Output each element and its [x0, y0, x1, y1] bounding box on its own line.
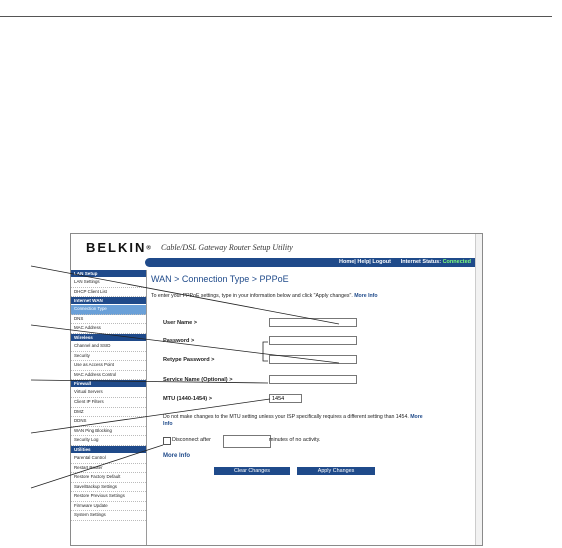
scrollbar[interactable]	[475, 234, 482, 545]
sidebar-item-restart-router[interactable]: Restart Router	[71, 464, 146, 474]
header	[71, 234, 482, 258]
mtu-field[interactable]	[269, 394, 302, 403]
sidebar-item-firmware-update[interactable]: Firmware Update	[71, 502, 146, 512]
password-label: Password >	[163, 338, 195, 344]
sidebar-item-security[interactable]: Security	[71, 352, 146, 362]
main-panel	[151, 274, 471, 544]
clear-changes-button[interactable]: Clear Changes	[214, 467, 290, 475]
sidebar-item-dhcp-client-list[interactable]: DHCP Client List	[71, 288, 146, 298]
intro-text	[151, 293, 441, 300]
intro-more-info-link[interactable]: More Info	[354, 293, 378, 299]
sidebar-item-system-settings[interactable]: System Settings	[71, 511, 146, 521]
username-label: User Name >	[163, 320, 198, 326]
mtu-more-info-link[interactable]: More Info	[163, 414, 423, 427]
apply-changes-button[interactable]: Apply Changes	[297, 467, 375, 475]
sidebar-section-internet-wan: Internet WAN	[71, 297, 146, 305]
sidebar-section-lan-setup: LAN Setup	[71, 270, 146, 278]
retype-password-label: Retype Password >	[163, 357, 215, 363]
sidebar-item-mac-address-control[interactable]: MAC Address Control	[71, 371, 146, 381]
sidebar-item-parental-control[interactable]: Parental Control	[71, 454, 146, 464]
sidebar-item-restore-previous-settings[interactable]: Restore Previous Settings	[71, 492, 146, 502]
status-value: Connected	[442, 259, 471, 265]
disconnect-checkbox[interactable]	[163, 437, 171, 445]
status-label: Internet Status:	[400, 259, 442, 265]
router-window	[70, 233, 483, 546]
sidebar-item-virtual-servers[interactable]: Virtual Servers	[71, 388, 146, 398]
sidebar-item-dmz[interactable]: DMZ	[71, 408, 146, 418]
sidebar-section-firewall: Firewall	[71, 380, 146, 388]
mtu-label: MTU (1440-1454) >	[163, 396, 212, 402]
sidebar-item-use-as-access-point[interactable]: Use as Access Point	[71, 361, 146, 371]
service-name-field[interactable]	[269, 375, 357, 384]
internet-status	[401, 258, 471, 267]
sidebar-item-restore-factory-default[interactable]: Restore Factory Default	[71, 473, 146, 483]
sidebar-item-save-backup-settings[interactable]: Save/Backup Settings	[71, 483, 146, 493]
sidebar-item-mac-address[interactable]: MAC Address	[71, 324, 146, 334]
top-nav-bar	[145, 258, 475, 267]
belkin-logo	[86, 240, 151, 255]
sidebar-item-dns[interactable]: DNS	[71, 315, 146, 325]
sidebar-item-security-log[interactable]: Security Log	[71, 436, 146, 446]
top-rule	[0, 16, 552, 17]
sidebar-item-ddns[interactable]: DDNS	[71, 417, 146, 427]
intro-body: To enter your PPPoE settings, type in your information below and click "Apply changes".	[151, 293, 353, 299]
sidebar-item-connection-type[interactable]: Connection Type	[71, 305, 146, 315]
service-name-label: Service Name (Optional) >	[163, 377, 233, 383]
mtu-note	[163, 414, 431, 428]
minutes-label: minutes of no activity.	[269, 437, 321, 443]
page-title: WAN > Connection Type > PPPoE	[151, 274, 289, 284]
brand-mark: ®	[146, 245, 151, 252]
username-field[interactable]	[269, 318, 357, 327]
more-info-link[interactable]: More Info	[163, 453, 190, 459]
disconnect-label: Disconnect after	[172, 437, 211, 443]
top-links[interactable]: Home| Help| Logout	[339, 259, 391, 265]
retype-password-field[interactable]	[269, 355, 357, 364]
disconnect-minutes-field[interactable]	[223, 435, 271, 448]
sidebar-item-client-ip-filters[interactable]: Client IP Filters	[71, 398, 146, 408]
sidebar-section-utilities: Utilities	[71, 446, 146, 454]
sidebar-item-lan-settings[interactable]: LAN Settings	[71, 278, 146, 288]
sidebar-section-wireless: Wireless	[71, 334, 146, 342]
tagline: Cable/DSL Gateway Router Setup Utility	[161, 243, 293, 252]
sidebar-item-channel-and-ssid[interactable]: Channel and SSID	[71, 342, 146, 352]
password-field[interactable]	[269, 336, 357, 345]
brand-name: BELKIN	[86, 240, 147, 255]
sidebar-item-wan-ping-blocking[interactable]: WAN Ping Blocking	[71, 427, 146, 437]
mtu-note-body: Do not make changes to the MTU setting unless your ISP specifically requires a different setting than 1454.	[163, 414, 409, 420]
sidebar-menu	[71, 270, 147, 545]
